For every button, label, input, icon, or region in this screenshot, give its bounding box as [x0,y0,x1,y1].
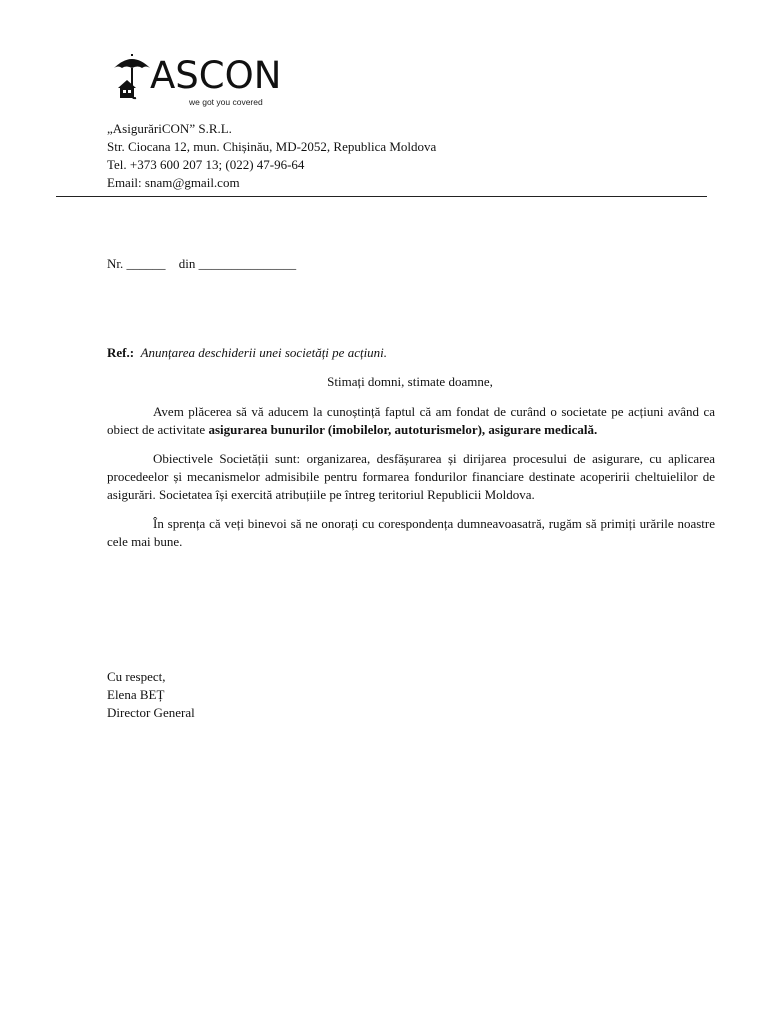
paragraph-2: Obiectivele Societății sunt: organizarea, desfășurarea și dirijarea procesului de asigurare, cu aplicarea procedeelor și mecanismelor admisibile pentru formarea fondurilor financiare destinate acoperirii cheltuielilor de asigurări. Societatea își exercită atribuțiile pe întreg teritoriul Republicii Moldova. [107,451,715,502]
paragraph-1-bold: asigurarea bunurilor (imobilelor, autoturismelor), asigurare medicală. [208,422,598,437]
company-phone: Tel. +373 600 207 13; (022) 47-96-64 [107,157,305,172]
din-label: din [178,256,196,271]
din-blank: _______________ [198,256,297,271]
ref-label: Ref.: [107,345,135,360]
logo-tagline: we got you covered [189,97,263,107]
document-number-line [107,256,296,272]
paragraph-1-text: Avem plăcerea să vă aducem la cunoștință faptul că am fondat de curând o societate pe acțiuni având ca obiect de activitate [107,404,715,437]
paragraph-1 [107,403,715,439]
signer-title: Director General [107,705,195,720]
company-name: „AsigurăriCON” S.R.L. [107,121,232,136]
greeting: Stimați domni, stimate doamne, [327,374,493,389]
header-divider [56,196,707,197]
reference-line [107,345,387,361]
signer-name: Elena BEȚ [107,687,165,702]
ref-subject: Anunțarea deschiderii unei societăți pe acțiuni. [140,345,388,360]
company-email: Email: snam@gmail.com [107,175,240,190]
signature-block [107,668,195,722]
company-header [107,120,436,192]
letter-body [107,403,715,562]
paragraph-3: În sprența că veți binevoi să ne onorați cu corespondența dumneavoasatră, rugăm să primiți urările noastre cele mai bune. [107,516,715,549]
nr-blank: ______ [126,256,166,271]
logo-wordmark: ASCON [150,54,282,97]
company-address: Str. Ciocana 12, mun. Chișinău, MD-2052, Republica Moldova [107,139,437,154]
nr-label: Nr. [107,256,124,271]
company-logo [110,52,310,112]
closing: Cu respect, [107,669,166,684]
umbrella-house-icon [112,54,152,100]
